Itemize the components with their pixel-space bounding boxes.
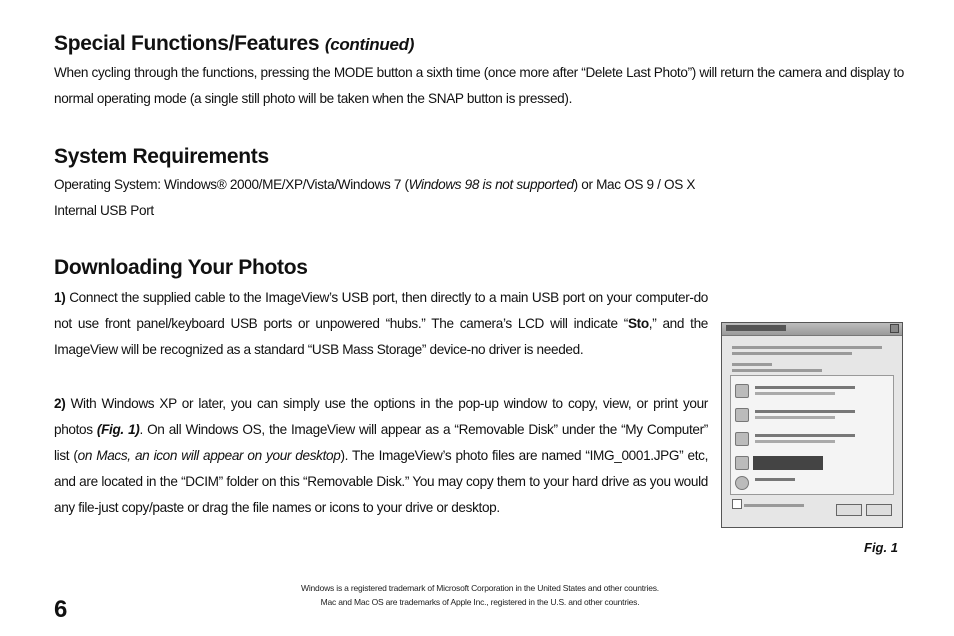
section-title-special-functions (54, 32, 414, 56)
step-2-text-b: . On all Windows OS, the ImageView will appear as a “Removable Disk” under the “My Computer” list ( (54, 422, 708, 463)
dialog-title-placeholder (726, 325, 786, 331)
footer-trademark-mac: Mac and Mac OS are trademarks of Apple Inc., registered in the U.S. and other countries. (320, 597, 640, 607)
step-1-text-a: Connect the supplied cable to the ImageView’s USB port, then directly to a main USB port on your computer-do not use front panel/keyboard USB ports or unpowered “hubs.” The camera’s LCD will indicate “ (54, 290, 708, 331)
folder-icon (735, 456, 749, 470)
no-action-icon (735, 476, 749, 490)
checkbox-placeholder (732, 499, 742, 509)
download-step-1 (54, 285, 708, 363)
os-suffix: ) or Mac OS 9 / OS X (573, 177, 696, 192)
close-icon (890, 324, 899, 333)
list-item (735, 430, 885, 450)
title-text: Special Functions/Features (54, 32, 320, 55)
slideshow-icon (735, 408, 749, 422)
ok-button-placeholder (836, 504, 862, 516)
os-requirements (54, 177, 695, 192)
list-item (735, 454, 885, 474)
page-number: 6 (54, 596, 68, 623)
figure-caption: Fig. 1 (864, 540, 898, 555)
lcd-indicator-text: Sto (627, 316, 649, 331)
title-suffix: (continued) (324, 35, 415, 54)
special-functions-body: When cycling through the functions, pressing the MODE button a sixth time (once more after “Delete Last Photo”) will return the camera and display to normal operating mode (a single still photo will be taken when the SNAP button is pressed). (54, 65, 905, 106)
dialog-buttons (832, 503, 892, 521)
camera-icon (735, 384, 749, 398)
footer-trademark-windows: Windows is a registered trademark of Microsoft Corporation in the United States and other countries. (301, 583, 659, 593)
list-item (735, 382, 885, 402)
step-2-text-a: With Windows XP or later, you can simply use the options in the pop-up window to copy, view, or print your photos (54, 396, 708, 437)
step-2-text-c: ). The ImageView’s photo files are named “IMG_0001.JPG” etc, and are located in the “DCIM” folder on this “Removable Disk.” You may copy them to your hard drive as you would any file-just copy/paste or drag the file names or icons to your drive or desktop. (54, 448, 708, 515)
dialog-text-line (732, 352, 852, 355)
dialog-text-line (732, 346, 882, 349)
section-title-system-requirements: System Requirements (54, 145, 269, 168)
checkbox-label-placeholder (744, 504, 804, 507)
step-1-number: 1) (54, 290, 66, 305)
dialog-action-list (730, 375, 894, 495)
download-step-2 (54, 391, 708, 521)
usb-requirement: Internal USB Port (54, 203, 154, 218)
list-item (735, 474, 885, 494)
printer-icon (735, 432, 749, 446)
cancel-button-placeholder (866, 504, 892, 516)
mac-note: on Macs, an icon will appear on your desktop (77, 448, 341, 463)
figure-reference: (Fig. 1) (96, 422, 140, 437)
step-2-number: 2) (54, 396, 66, 411)
section-title-downloading: Downloading Your Photos (54, 256, 308, 279)
step-1-text-b: ,” and the ImageView will be recognized as a standard “USB Mass Storage” device-no driver is needed. (54, 316, 709, 357)
dialog-text-line (732, 363, 772, 366)
os-note: Windows 98 is not supported (408, 177, 574, 192)
figure-removable-disk-dialog (721, 322, 903, 528)
os-prefix: Operating System: Windows® 2000/ME/XP/Vista/Windows 7 ( (54, 177, 409, 192)
dialog-text-line (732, 369, 822, 372)
list-item (735, 406, 885, 426)
dialog-titlebar (722, 323, 902, 336)
